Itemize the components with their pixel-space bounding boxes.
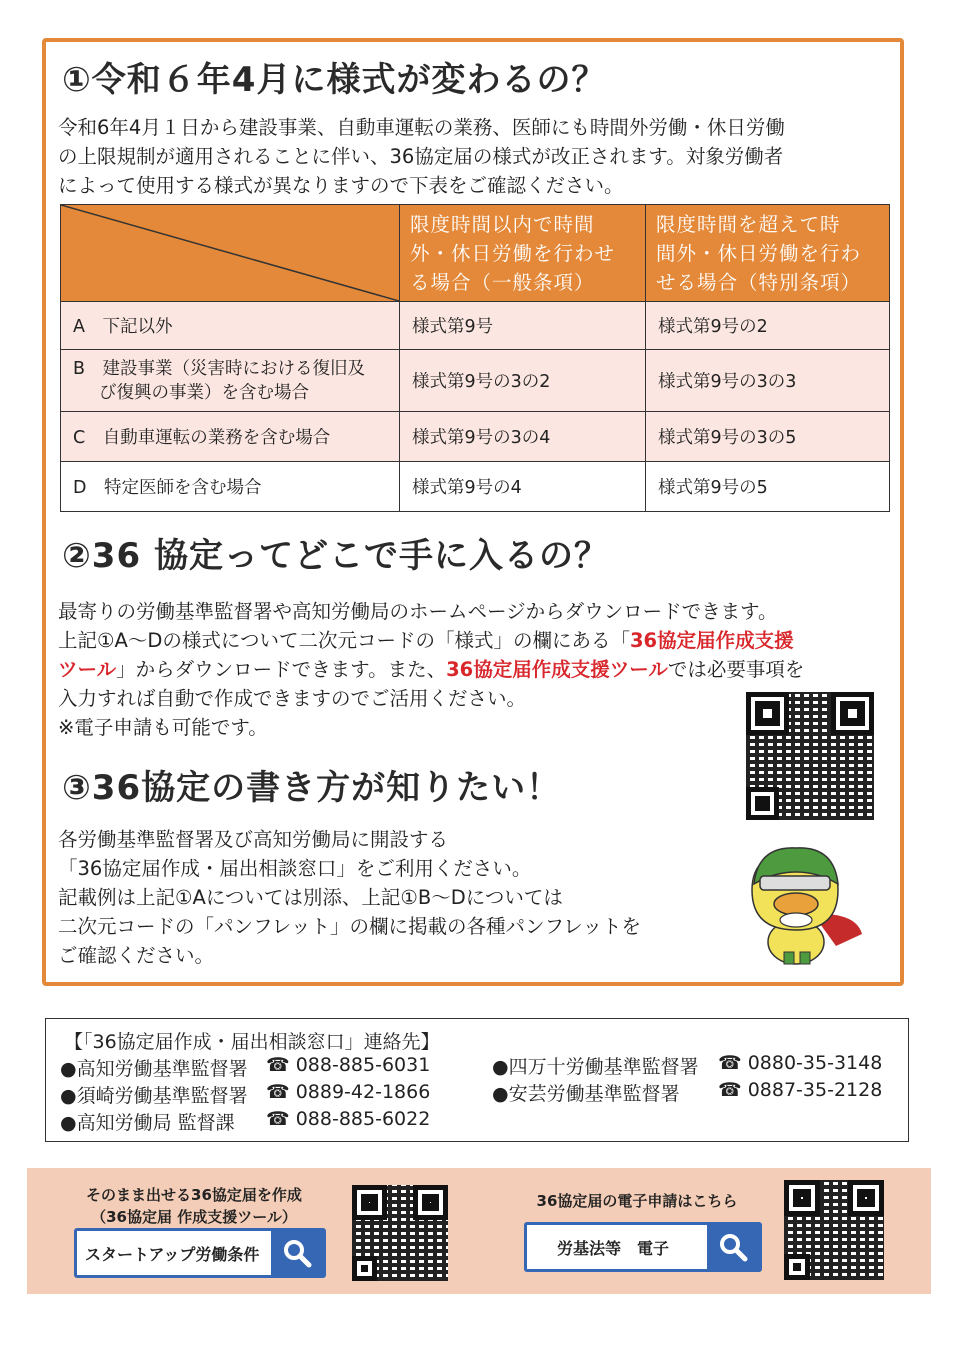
section2-line3 bbox=[58, 655, 804, 684]
row-general: 様式第9号の3の4 bbox=[400, 412, 646, 462]
row-general: 様式第9号の4 bbox=[400, 462, 646, 512]
section3-line4: 二次元コードの「パンフレット」の欄に掲載の各種パンフレットを bbox=[58, 915, 642, 938]
row-label bbox=[61, 350, 400, 412]
search-icon[interactable] bbox=[271, 1231, 323, 1275]
heading-underline bbox=[62, 89, 606, 99]
qr-code-startup[interactable] bbox=[352, 1185, 448, 1281]
section1-intro-1: 令和6年4月１日から建設事業、自動車運転の業務、医師にも時間外労働・休日労働 bbox=[58, 116, 785, 139]
search-box-text: スタートアップ労働条件 bbox=[85, 1244, 260, 1264]
section1-heading bbox=[62, 52, 606, 101]
header-special bbox=[646, 205, 890, 302]
table-row bbox=[61, 302, 890, 350]
heading-underline bbox=[62, 565, 609, 575]
contact-tel[interactable]: ☎ 0889-42-1866 bbox=[266, 1081, 431, 1103]
tool-name-highlight: 36協定届作成支援 bbox=[629, 629, 794, 652]
search-box-startup[interactable] bbox=[74, 1228, 326, 1278]
section3-heading bbox=[62, 760, 561, 809]
section2-line1: 最寄りの労働基準監督署や高知労働局のホームページからダウンロードできます。 bbox=[58, 600, 778, 623]
header-special-line3: せる場合（特別条項） bbox=[656, 270, 862, 294]
contact-name: ●須崎労働基準監督署 bbox=[60, 1085, 248, 1107]
table-row bbox=[61, 462, 890, 512]
section2-heading bbox=[62, 528, 609, 577]
header-general-line2: 外・休日労働を行わせ bbox=[410, 241, 616, 265]
row-general: 様式第9号 bbox=[400, 302, 646, 350]
section2-line4: 入力すれば自動で作成できますのでご活用ください。 bbox=[58, 687, 527, 710]
header-special-line1: 限度時間を超えて時 bbox=[656, 212, 841, 236]
row-special: 様式第9号の5 bbox=[646, 462, 890, 512]
header-general-line1: 限度時間以内で時間 bbox=[410, 212, 595, 236]
row-label: A 下記以外 bbox=[61, 302, 400, 350]
section2-title: ②36 協定ってどこで手に入るの？ bbox=[62, 536, 609, 576]
search-box-egov[interactable] bbox=[524, 1222, 762, 1272]
section1-intro-2: の上限規制が適用されることに伴い、36協定届の様式が改正されます。対象労働者 bbox=[58, 145, 784, 168]
tool-name-highlight: 36協定届作成支援ツール bbox=[446, 658, 668, 681]
row-label-line2: び復興の事業）を含む場合 bbox=[99, 382, 309, 403]
qr-code[interactable] bbox=[746, 692, 874, 820]
footer-left-caption1: そのまま出せる36協定届を作成 bbox=[86, 1186, 302, 1204]
row-label-line1: B 建設事業（災害時における復旧及 bbox=[73, 358, 366, 379]
diagonal-line bbox=[61, 205, 399, 301]
contact-heading: 【「36協定届作成・届出相談窓口」連絡先】 bbox=[64, 1031, 440, 1053]
table-corner-cell bbox=[61, 205, 400, 302]
row-special: 様式第9号の3の3 bbox=[646, 350, 890, 412]
section3-title: ③36協定の書き方が知りたい！ bbox=[62, 768, 562, 808]
table-row bbox=[61, 412, 890, 462]
row-special: 様式第9号の3の5 bbox=[646, 412, 890, 462]
contact-name: ●高知労働基準監督署 bbox=[60, 1058, 248, 1080]
contact-tel[interactable]: ☎ 0887-35-2128 bbox=[718, 1079, 883, 1101]
section2-line5: ※電子申請も可能です。 bbox=[58, 716, 268, 739]
section1-title: ①令和６年4月に様式が変わるの？ bbox=[62, 60, 607, 100]
section3-line5: ご確認ください。 bbox=[58, 944, 215, 967]
search-icon[interactable] bbox=[707, 1225, 759, 1269]
header-general-line3: る場合（一般条項） bbox=[410, 270, 595, 294]
header-general bbox=[400, 205, 646, 302]
contact-tel[interactable]: ☎ 0880-35-3148 bbox=[718, 1052, 883, 1074]
header-special-line2: 間外・休日労働を行わ bbox=[656, 241, 862, 265]
heading-underline bbox=[62, 797, 561, 807]
table-row bbox=[61, 350, 890, 412]
contact-name: ●高知労働局 監督課 bbox=[60, 1112, 235, 1134]
row-label: C 自動車運転の業務を含む場合 bbox=[61, 412, 400, 462]
section3-line1: 各労働基準監督署及び高知労働局に開設する bbox=[58, 828, 449, 851]
footer-right-caption: 36協定届の電子申請はこちら bbox=[536, 1192, 738, 1210]
section2-line2-text: 上記①A～Dの様式について二次元コードの「様式」の欄にある「 bbox=[58, 629, 630, 652]
contact-tel[interactable]: ☎ 088-885-6031 bbox=[266, 1054, 431, 1076]
section2-line3-tail: では必要事項を bbox=[667, 658, 805, 681]
contact-tel[interactable]: ☎ 088-885-6022 bbox=[266, 1108, 431, 1130]
contact-name: ●四万十労働基準監督署 bbox=[492, 1056, 699, 1078]
mascot-icon bbox=[738, 842, 868, 967]
contact-name: ●安芸労働基準監督署 bbox=[492, 1083, 680, 1105]
form-table bbox=[60, 204, 890, 512]
tool-name-highlight: ツール bbox=[58, 658, 117, 681]
row-label: D 特定医師を含む場合 bbox=[61, 462, 400, 512]
section1-intro-3: によって使用する様式が異なりますので下表をご確認ください。 bbox=[58, 174, 624, 197]
row-special: 様式第9号の2 bbox=[646, 302, 890, 350]
section3-line3: 記載例は上記①Aについては別添、上記①B～Dについては bbox=[58, 886, 563, 909]
qr-code-egov[interactable] bbox=[784, 1180, 884, 1280]
search-box-text: 労基法等 電子 bbox=[557, 1238, 670, 1258]
section3-line2: 「36協定届作成・届出相談窓口」をご利用ください。 bbox=[58, 857, 532, 880]
row-general: 様式第9号の3の2 bbox=[400, 350, 646, 412]
section2-line3-text: 」からダウンロードできます。また、 bbox=[116, 658, 447, 681]
footer-left-caption2: （36協定届 作成支援ツール） bbox=[91, 1208, 297, 1226]
section2-line2 bbox=[58, 626, 794, 655]
